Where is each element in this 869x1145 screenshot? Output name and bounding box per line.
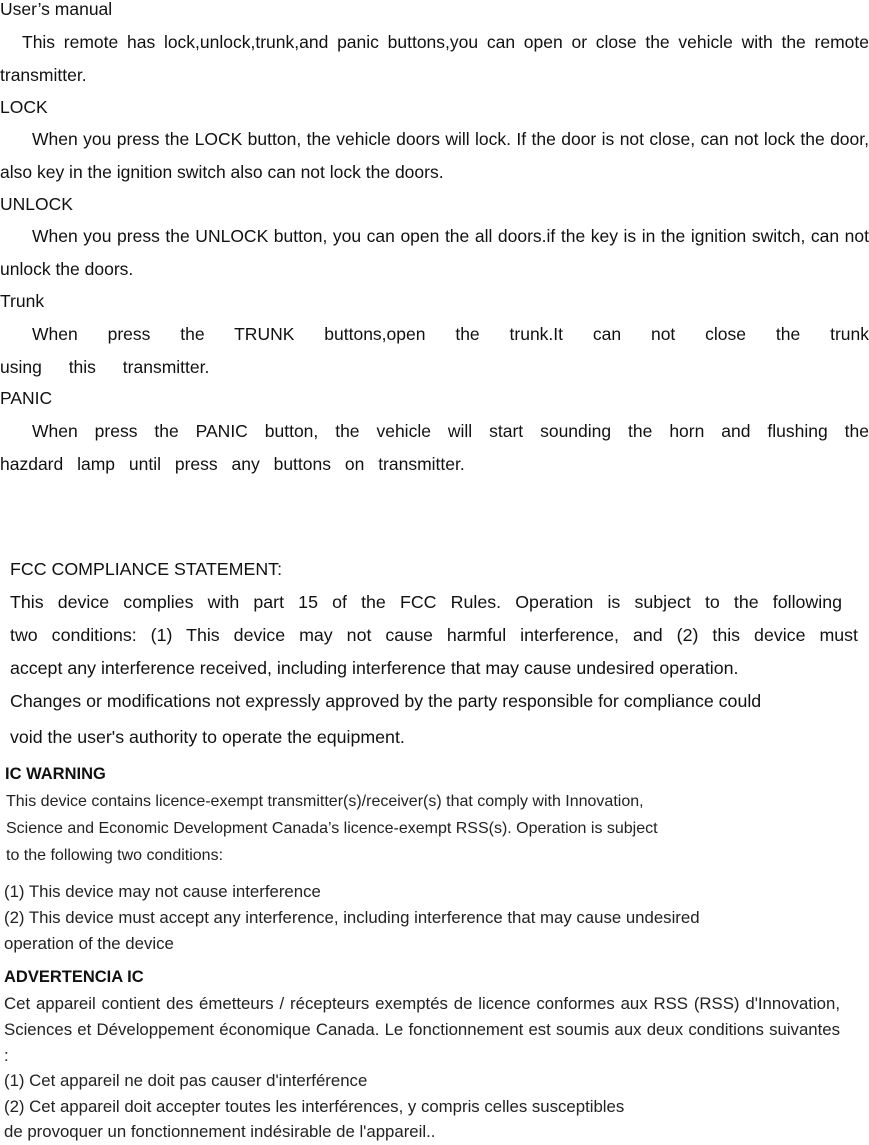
manual-title: User’s manual [0, 0, 113, 19]
advertencia-condition-2-cont: de provoquer un fonctionnement indésirable de l'appareil.. [4, 1122, 436, 1141]
intro-paragraph: This remote has lock,unlock,trunk,and panic buttons,you can open or close the vehicle with the remote transmitter. [0, 32, 869, 85]
advertencia-condition-1: (1) Cet appareil ne doit pas causer d'interférence [4, 1071, 368, 1090]
trunk-heading: Trunk [0, 291, 45, 311]
advertencia-heading: ADVERTENCIA IC [4, 968, 144, 986]
ic-line-2: Science and Economic Development Canada’s licence-exempt RSS(s). Operation is subject [6, 820, 658, 837]
panic-paragraph: When press the PANIC button, the vehicle will start sounding the horn and flushing the hazdard lamp until press any buttons on transmitter. [0, 421, 869, 474]
advertencia-condition-2: (2) Cet appareil doit accepter toutes les interférences, y compris celles susceptibles [4, 1097, 625, 1116]
fcc-heading: FCC COMPLIANCE STATEMENT: [10, 559, 283, 579]
fcc-line-2: two conditions: (1) This device may not cause harmful interference, and (2) this device must [10, 625, 858, 645]
fcc-line-4: Changes or modifications not expressly approved by the party responsible for compliance could [10, 691, 762, 711]
fcc-line-3: accept any interference received, including interference that may cause undesired operation. [10, 658, 739, 678]
ic-condition-2: (2) This device must accept any interference, including interference that may cause undesired [4, 908, 700, 927]
fcc-line-5: void the user's authority to operate the equipment. [10, 727, 405, 747]
unlock-heading: UNLOCK [0, 194, 73, 214]
ic-warning-heading: IC WARNING [5, 765, 106, 783]
advertencia-paragraph: Cet appareil contient des émetteurs / récepteurs exemptés de licence conformes aux RSS (RSS) d'Innovation, Sciences et Développement économique Canada. Le fonctionnement est soumis aux deux conditions suivantes : [4, 994, 840, 1065]
unlock-paragraph: When you press the UNLOCK button, you can open the all doors.if the key is in the ignition switch, can not unlock the doors. [0, 226, 869, 279]
ic-line-1: This device contains licence-exempt transmitter(s)/receiver(s) that comply with Innovation, [6, 793, 644, 810]
panic-heading: PANIC [0, 388, 53, 408]
fcc-line-1: This device complies with part 15 of the FCC Rules. Operation is subject to the following [10, 592, 842, 612]
ic-line-3: to the following two conditions: [6, 847, 224, 864]
ic-condition-1: (1) This device may not cause interference [4, 882, 321, 901]
lock-heading: LOCK [0, 97, 48, 117]
trunk-paragraph: When press the TRUNK buttons,open the trunk.It can not close the trunk using this transmitter. [0, 324, 869, 377]
lock-paragraph: When you press the LOCK button, the vehicle doors will lock. If the door is not close, can not lock the door, also key in the ignition switch also can not lock the doors. [0, 129, 869, 182]
ic-condition-2-cont: operation of the device [4, 934, 174, 953]
